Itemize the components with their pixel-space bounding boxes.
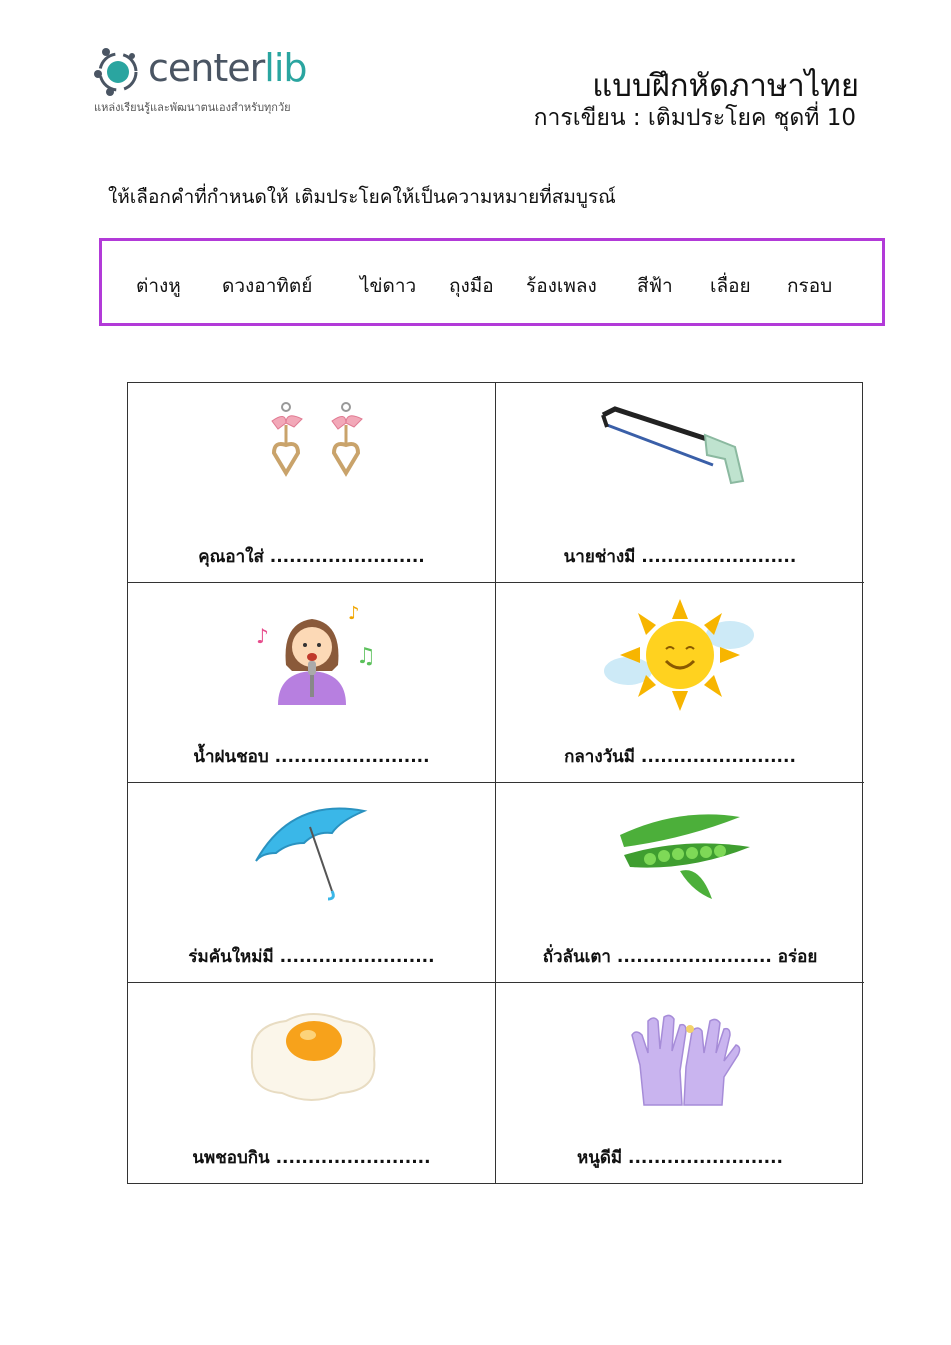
exercise-grid <box>127 382 863 1184</box>
exercise-cell <box>496 983 864 1183</box>
sun-image <box>600 595 760 715</box>
exercise-cell <box>128 783 496 983</box>
exercise-cell <box>128 983 496 1183</box>
singing-girl-image <box>232 595 392 715</box>
word-bank-item: กรอบ <box>787 275 833 297</box>
word-bank <box>99 238 885 326</box>
exercise-sentence: ร่มคันใหม่มี ........................ <box>188 947 435 967</box>
hacksaw-image <box>595 395 765 515</box>
word-bank-item: ไข่ดาว <box>360 275 417 297</box>
exercise-sentence: ถั่วลันเตา ........................ อร่อย <box>542 947 818 967</box>
logo-tagline: แหล่งเรียนรู้และพัฒนาตนเองสำหรับทุกวัย <box>94 101 291 114</box>
svg-text:♪: ♪ <box>347 603 359 624</box>
exercise-sentence: กลางวันมี ........................ <box>564 747 796 767</box>
page-title: แบบฝึกหัดภาษาไทย <box>592 68 859 104</box>
exercise-sentence: หนูดีมี ........................ <box>577 1148 783 1168</box>
exercise-cell <box>128 583 496 783</box>
exercise-cell <box>128 383 496 583</box>
exercise-cell <box>496 383 864 583</box>
umbrella-image <box>232 795 392 915</box>
earrings-image <box>232 395 392 515</box>
word-bank-item: ต่างหู <box>136 275 181 297</box>
exercise-sentence: นพชอบกิน ........................ <box>192 1148 431 1168</box>
word-bank-item: ร้องเพลง <box>526 275 597 297</box>
word-bank-item: สีฟ้า <box>637 275 673 297</box>
exercise-sentence: คุณอาใส่ ........................ <box>198 547 425 567</box>
svg-text:♫: ♫ <box>355 644 376 669</box>
word-bank-item: ถุงมือ <box>449 275 494 297</box>
peas-image <box>600 795 760 915</box>
logo-mark-icon <box>92 44 144 96</box>
page-subtitle: การเขียน : เติมประโยค ชุดที่ 10 <box>533 105 856 131</box>
logo-wordmark: centerlib <box>148 46 307 90</box>
gloves-image <box>600 995 760 1115</box>
exercise-sentence: นายช่างมี ........................ <box>563 547 797 567</box>
exercise-cell <box>496 783 864 983</box>
svg-text:♪: ♪ <box>255 624 269 648</box>
fried-egg-image <box>232 995 392 1115</box>
exercise-sentence: น้ำฝนชอบ ........................ <box>193 747 430 767</box>
word-bank-item: ดวงอาทิตย์ <box>222 275 313 297</box>
centerlib-logo <box>92 40 352 120</box>
instruction-text: ให้เลือกคำที่กำหนดให้ เติมประโยคให้เป็นความหมายที่สมบูรณ์ <box>108 186 616 208</box>
word-bank-item: เลื่อย <box>710 275 751 297</box>
exercise-cell <box>496 583 864 783</box>
